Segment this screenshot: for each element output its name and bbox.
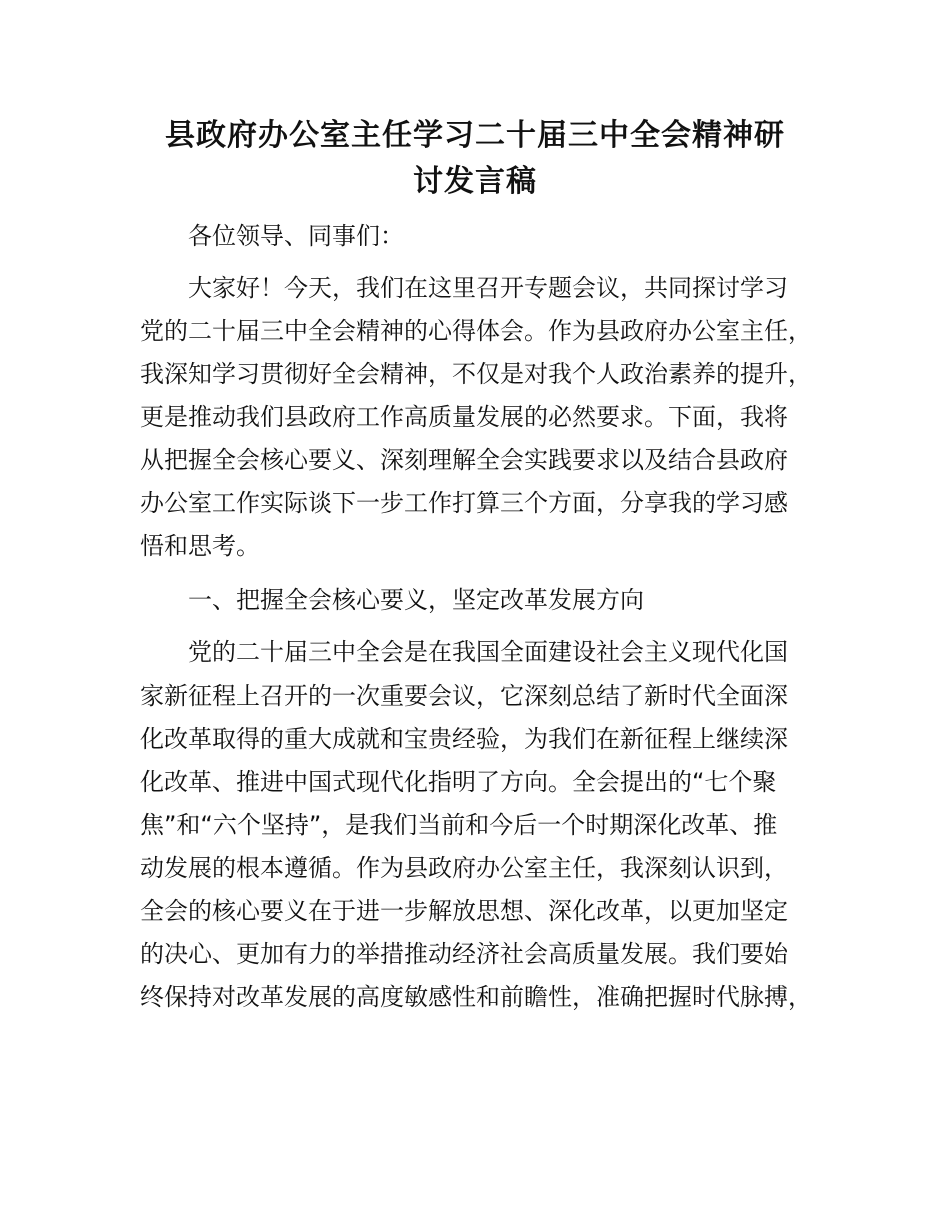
paragraph-1-line-1: 大家好！今天，我们在这里召开专题会议，共同探讨学习 [188,274,788,302]
paragraph-2-line-2: 家新征程上召开的一次重要会议，它深刻总结了新时代全面深 [140,682,788,710]
paragraph-2-line-7: 全会的核心要义在于进一步解放思想、深化改革，以更加坚定 [140,897,788,925]
paragraph-1-line-4: 更是推动我们县政府工作高质量发展的必然要求。下面，我将 [140,403,788,431]
document-title-line-2: 讨发言稿 [413,164,537,199]
salutation: 各位领导、同事们： [188,222,404,250]
paragraph-1-line-7: 悟和思考。 [140,532,260,560]
paragraph-2-line-1: 党的二十届三中全会是在我国全面建设社会主义现代化国 [188,638,788,666]
paragraph-2-line-3: 化改革取得的重大成就和宝贵经验，为我们在新征程上继续深 [140,725,788,753]
section-heading-1: 一、把握全会核心要义，坚定改革发展方向 [188,586,644,614]
paragraph-2-line-8: 的决心、更加有力的举措推动经济社会高质量发展。我们要始 [140,940,788,968]
paragraph-1-line-2: 党的二十届三中全会精神的心得体会。作为县政府办公室主任， [140,317,812,345]
paragraph-2-line-4: 化改革、推进中国式现代化指明了方向。全会提出的“七个聚 [140,768,777,796]
paragraph-2-line-5: 焦”和“六个坚持”，是我们当前和今后一个时期深化改革、推 [140,811,778,839]
paragraph-2-line-6: 动发展的根本遵循。作为县政府办公室主任，我深刻认识到， [140,854,788,882]
paragraph-1-line-3: 我深知学习贯彻好全会精神，不仅是对我个人政治素养的提升， [140,360,812,388]
paragraph-2-line-9: 终保持对改革发展的高度敏感性和前瞻性，准确把握时代脉搏， [140,983,812,1011]
document-title-line-1: 县政府办公室主任学习二十届三中全会精神研 [165,118,785,153]
paragraph-1-line-6: 办公室工作实际谈下一步工作打算三个方面，分享我的学习感 [140,489,788,517]
paragraph-1-line-5: 从把握全会核心要义、深刻理解全会实践要求以及结合县政府 [140,446,788,474]
